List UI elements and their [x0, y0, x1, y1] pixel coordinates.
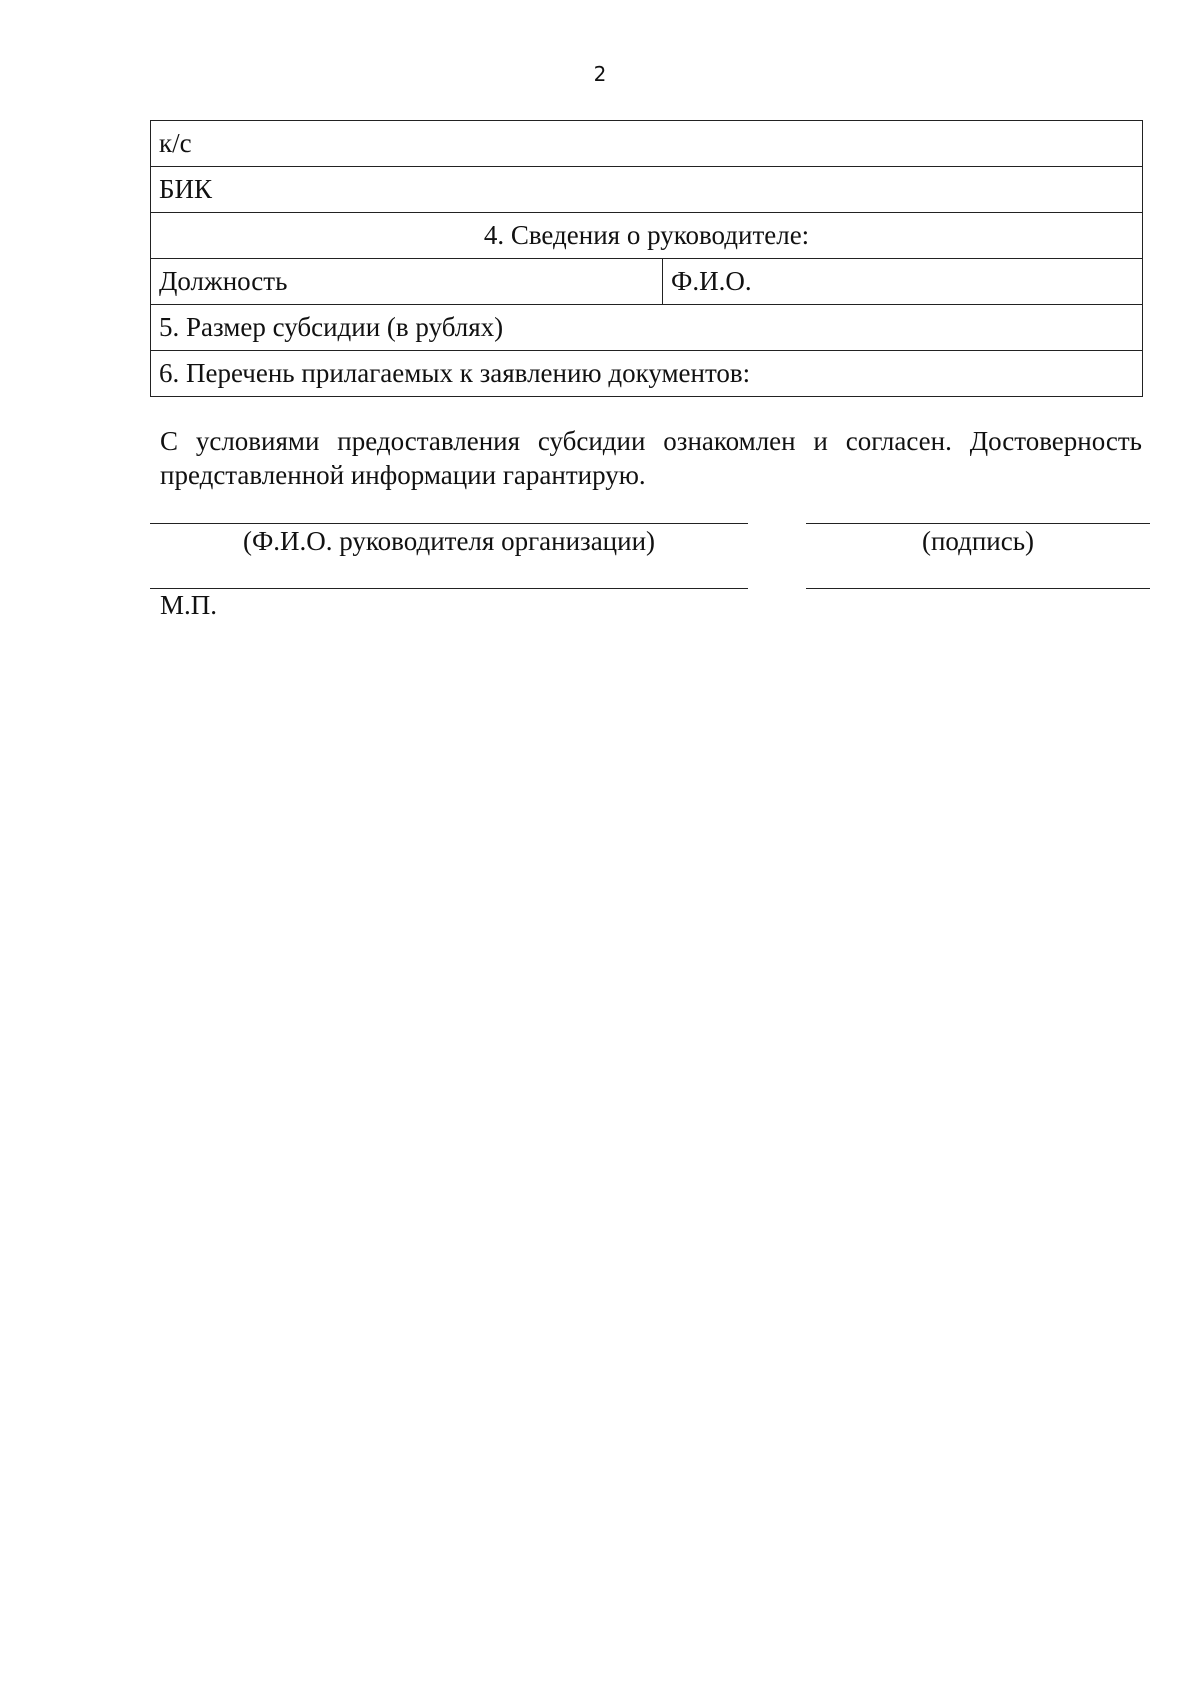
bik-label: БИК [151, 167, 1143, 213]
name-underline [150, 588, 748, 589]
sign-underline [806, 588, 1150, 589]
signature-line [806, 523, 1150, 524]
name-caption: (Ф.И.О. руководителя организации) [242, 526, 656, 556]
fio-label: Ф.И.О. [663, 259, 1143, 305]
position-label: Должность [151, 259, 663, 305]
application-form-table [150, 120, 1143, 397]
ks-label: к/с [151, 121, 1143, 167]
section4-title: 4. Сведения о руководителе: [151, 213, 1143, 259]
section5-title: 5. Размер субсидии (в рублях) [151, 305, 1143, 351]
stamp-label: М.П. [160, 590, 218, 620]
sign-caption: (подпись) [921, 526, 1035, 556]
table-row-manager [151, 259, 1143, 305]
table-row-ks [151, 121, 1143, 167]
section6-title: 6. Перечень прилагаемых к заявлению документов: [151, 351, 1143, 397]
table-row-section5 [151, 305, 1143, 351]
table-row-section6 [151, 351, 1143, 397]
table-row-bik [151, 167, 1143, 213]
name-signature-line [150, 523, 748, 524]
page-number: 2 [593, 62, 607, 86]
table-row-section4 [151, 213, 1143, 259]
consent-statement: С условиями предоставления субсидии ознакомлен и согласен. Достоверность представленной информации гарантирую. [160, 426, 1142, 490]
